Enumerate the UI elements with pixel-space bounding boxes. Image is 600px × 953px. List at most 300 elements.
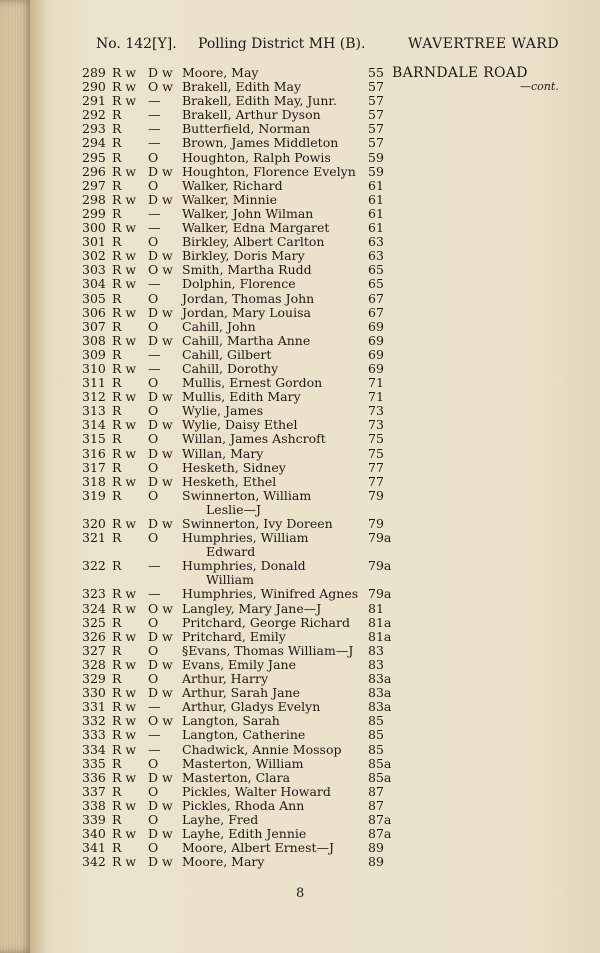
- qualification-resident: R w: [112, 262, 137, 278]
- elector-name: Hesketh, Sidney: [182, 459, 286, 475]
- elector-number: 317: [82, 459, 106, 475]
- qualification-other: D w: [148, 628, 173, 644]
- qualification-resident: R: [112, 318, 122, 334]
- qualification-other: O: [148, 642, 159, 658]
- qualification-resident: R: [112, 234, 122, 250]
- qualification-resident: R: [112, 431, 122, 447]
- qualification-other: O: [148, 431, 159, 447]
- elector-row: [30, 489, 590, 517]
- elector-number: 334: [82, 741, 106, 757]
- elector-name: Chadwick, Annie Mossop: [182, 741, 342, 757]
- house-number: 83: [368, 642, 384, 658]
- elector-name: Masterton, William: [182, 755, 304, 771]
- elector-number: 331: [82, 699, 106, 715]
- elector-row: [30, 714, 590, 728]
- qualification-other: O: [148, 290, 159, 306]
- house-number: 59: [368, 149, 384, 165]
- qualification-other: D w: [148, 304, 173, 320]
- qualification-resident: R: [112, 135, 122, 151]
- qualification-other: O: [148, 403, 159, 419]
- elector-name: Houghton, Florence Evelyn: [182, 163, 356, 179]
- elector-number: 328: [82, 656, 106, 672]
- house-number: 61: [368, 191, 384, 207]
- house-number: 79a: [368, 586, 392, 602]
- elector-name: Brakell, Arthur Dyson: [182, 107, 321, 123]
- elector-name: Langton, Sarah: [182, 713, 280, 729]
- elector-row: [30, 728, 590, 742]
- elector-name: Willan, Mary: [182, 445, 264, 461]
- elector-name-continued: Edward: [206, 544, 256, 560]
- elector-number: 324: [82, 600, 106, 616]
- house-number: 83a: [368, 671, 392, 687]
- qualification-resident: R: [112, 840, 122, 856]
- elector-row: [30, 277, 590, 291]
- elector-number: 329: [82, 671, 106, 687]
- elector-name-continued: Leslie—J: [206, 501, 262, 517]
- house-number: 81a: [368, 614, 392, 630]
- elector-name: Arthur, Sarah Jane: [182, 685, 301, 701]
- qualification-resident: R: [112, 107, 122, 123]
- house-number: 81a: [368, 628, 392, 644]
- elector-number: 342: [82, 854, 106, 870]
- qualification-other: —: [148, 135, 161, 151]
- elector-row: [30, 743, 590, 757]
- qualification-other: —: [148, 276, 161, 292]
- elector-row: [30, 193, 590, 207]
- qualification-other: —: [148, 220, 161, 236]
- house-number: 61: [368, 177, 384, 193]
- house-number: 57: [368, 93, 384, 109]
- qualification-other: D w: [148, 417, 173, 433]
- qualification-resident: R: [112, 403, 122, 419]
- qualification-resident: R w: [112, 586, 137, 602]
- qualification-resident: R: [112, 346, 122, 362]
- elector-row: [30, 418, 590, 432]
- elector-name: Moore, Mary: [182, 854, 265, 870]
- elector-name: Masterton, Clara: [182, 769, 291, 785]
- elector-name: Langton, Catherine: [182, 727, 306, 743]
- qualification-resident: R w: [112, 473, 137, 489]
- elector-row: [30, 475, 590, 489]
- elector-name: Layhe, Fred: [182, 811, 259, 827]
- qualification-resident: R w: [112, 389, 137, 405]
- qualification-resident: R: [112, 290, 122, 306]
- elector-number: 316: [82, 445, 106, 461]
- qualification-other: O: [148, 614, 159, 630]
- qualification-other: O: [148, 811, 159, 827]
- qualification-other: —: [148, 346, 161, 362]
- house-number: 83a: [368, 699, 392, 715]
- qualification-resident: R w: [112, 276, 137, 292]
- house-number: 79a: [368, 530, 392, 546]
- elector-name: Swinnerton, William: [182, 487, 312, 503]
- qualification-resident: R w: [112, 656, 137, 672]
- elector-number: 330: [82, 685, 106, 701]
- elector-name: Cahill, John: [182, 318, 256, 334]
- elector-number: 303: [82, 262, 106, 278]
- qualification-resident: R w: [112, 360, 137, 376]
- qualification-other: D w: [148, 248, 173, 264]
- qualification-resident: R: [112, 487, 122, 503]
- qualification-resident: R: [112, 671, 122, 687]
- house-number: 83: [368, 656, 384, 672]
- elector-name: Wylie, James: [182, 403, 264, 419]
- elector-row: [30, 292, 590, 306]
- elector-number: 298: [82, 191, 106, 207]
- elector-number: 301: [82, 234, 106, 250]
- elector-name: §Evans, Thomas William—J: [182, 642, 354, 658]
- elector-row: [30, 136, 590, 150]
- elector-row: [30, 404, 590, 418]
- elector-name: Cahill, Dorothy: [182, 360, 279, 376]
- elector-name: Pritchard, George Richard: [182, 614, 350, 630]
- elector-name: Hesketh, Ethel: [182, 473, 277, 489]
- register-number: No. 142[Y].: [96, 36, 177, 52]
- elector-row: [30, 602, 590, 616]
- elector-number: 322: [82, 558, 106, 574]
- qualification-other: D w: [148, 65, 173, 80]
- elector-number: 291: [82, 93, 106, 109]
- elector-row: [30, 108, 590, 122]
- elector-row: [30, 700, 590, 714]
- house-number: 77: [368, 473, 384, 489]
- elector-name: Pritchard, Emily: [182, 628, 286, 644]
- street-continued: —cont.: [520, 80, 559, 93]
- qualification-other: D w: [148, 854, 173, 870]
- elector-row: [30, 757, 590, 771]
- elector-number: 305: [82, 290, 106, 306]
- elector-row: [30, 799, 590, 813]
- elector-row: [30, 785, 590, 799]
- elector-number: 295: [82, 149, 106, 165]
- page-edges: [0, 0, 34, 953]
- qualification-other: —: [148, 205, 161, 221]
- elector-row: [30, 94, 590, 108]
- house-number: 55: [368, 65, 384, 80]
- qualification-resident: R w: [112, 854, 137, 870]
- house-number: 65: [368, 262, 384, 278]
- qualification-resident: R: [112, 121, 122, 137]
- elector-row: [30, 771, 590, 785]
- qualification-resident: R w: [112, 826, 137, 842]
- qualification-other: —: [148, 93, 161, 109]
- qualification-resident: R: [112, 149, 122, 165]
- qualification-other: D w: [148, 445, 173, 461]
- elector-name: Arthur, Gladys Evelyn: [182, 699, 321, 715]
- elector-row: [30, 813, 590, 827]
- elector-row: [30, 644, 590, 658]
- elector-row: [30, 263, 590, 277]
- elector-name: Humphries, Donald: [182, 558, 306, 574]
- elector-row: [30, 207, 590, 221]
- elector-number: 294: [82, 135, 106, 151]
- elector-name: Jordan, Mary Louisa: [182, 304, 311, 320]
- elector-row: [30, 334, 590, 348]
- elector-name: Pickles, Walter Howard: [182, 783, 331, 799]
- elector-number: 326: [82, 628, 106, 644]
- qualification-other: O: [148, 177, 159, 193]
- elector-row: [30, 179, 590, 193]
- house-number: 85: [368, 713, 384, 729]
- qualification-other: D w: [148, 191, 173, 207]
- elector-number: 293: [82, 121, 106, 137]
- house-number: 71: [368, 375, 384, 391]
- elector-name: Layhe, Edith Jennie: [182, 826, 307, 842]
- qualification-resident: R: [112, 375, 122, 391]
- house-number: 89: [368, 854, 384, 870]
- elector-row: [30, 221, 590, 235]
- qualification-other: O w: [148, 713, 173, 729]
- qualification-resident: R w: [112, 93, 137, 109]
- qualification-resident: R w: [112, 445, 137, 461]
- ward-name: WAVERTREE WARD: [408, 36, 560, 52]
- house-number: 63: [368, 248, 384, 264]
- qualification-resident: R w: [112, 248, 137, 264]
- elector-name: Brown, James Middleton: [182, 135, 339, 151]
- elector-name: Walker, Richard: [182, 177, 283, 193]
- house-number: 67: [368, 290, 384, 306]
- house-number: 59: [368, 163, 384, 179]
- elector-number: 338: [82, 797, 106, 813]
- elector-row: [30, 616, 590, 630]
- qualification-other: —: [148, 741, 161, 757]
- qualification-other: —: [148, 558, 161, 574]
- elector-name: Arthur, Harry: [182, 671, 269, 687]
- house-number: 79: [368, 487, 384, 503]
- elector-list: [30, 66, 590, 869]
- qualification-other: D w: [148, 826, 173, 842]
- house-number: 73: [368, 403, 384, 419]
- elector-name: Humphries, William: [182, 530, 309, 546]
- elector-row: [30, 461, 590, 475]
- elector-name: Dolphin, Florence: [182, 276, 296, 292]
- elector-name: Brakell, Edith May: [182, 79, 302, 95]
- house-number: 61: [368, 220, 384, 236]
- qualification-other: O: [148, 671, 159, 687]
- qualification-resident: R w: [112, 417, 137, 433]
- elector-name: Cahill, Martha Anne: [182, 332, 311, 348]
- elector-name: Moore, Albert Ernest—J: [182, 840, 335, 856]
- elector-name: Smith, Martha Rudd: [182, 262, 312, 278]
- elector-row: [30, 447, 590, 461]
- house-number: 85a: [368, 755, 392, 771]
- house-number: 87: [368, 783, 384, 799]
- qualification-resident: R: [112, 530, 122, 546]
- qualification-resident: R w: [112, 600, 137, 616]
- qualification-other: O w: [148, 262, 173, 278]
- qualification-resident: R: [112, 642, 122, 658]
- elector-name: Birkley, Albert Carlton: [182, 234, 325, 250]
- elector-name: Walker, Edna Margaret: [182, 220, 330, 236]
- house-number: 73: [368, 417, 384, 433]
- elector-row: [30, 390, 590, 404]
- qualification-other: —: [148, 586, 161, 602]
- house-number: 77: [368, 459, 384, 475]
- house-number: 67: [368, 304, 384, 320]
- house-number: 69: [368, 332, 384, 348]
- house-number: 57: [368, 79, 384, 95]
- house-number: 63: [368, 234, 384, 250]
- elector-name: Mullis, Edith Mary: [182, 389, 301, 405]
- elector-name-continued: William: [206, 572, 254, 588]
- elector-number: 339: [82, 811, 106, 827]
- elector-number: 308: [82, 332, 106, 348]
- qualification-resident: R w: [112, 699, 137, 715]
- qualification-resident: R w: [112, 65, 137, 80]
- elector-number: 296: [82, 163, 106, 179]
- house-number: 87a: [368, 811, 392, 827]
- elector-row: [30, 80, 590, 94]
- elector-row: [30, 559, 590, 587]
- qualification-other: O: [148, 755, 159, 771]
- elector-number: 335: [82, 755, 106, 771]
- house-number: 57: [368, 107, 384, 123]
- qualification-other: —: [148, 699, 161, 715]
- elector-number: 341: [82, 840, 106, 856]
- polling-district: Polling District MH (B).: [198, 36, 366, 52]
- elector-number: 332: [82, 713, 106, 729]
- elector-number: 333: [82, 727, 106, 743]
- elector-name: Evans, Emily Jane: [182, 656, 296, 672]
- qualification-resident: R: [112, 558, 122, 574]
- qualification-resident: R w: [112, 685, 137, 701]
- house-number: 75: [368, 431, 384, 447]
- qualification-resident: R w: [112, 713, 137, 729]
- qualification-resident: R: [112, 459, 122, 475]
- elector-name: Houghton, Ralph Powis: [182, 149, 331, 165]
- house-number: 61: [368, 205, 384, 221]
- elector-number: 337: [82, 783, 106, 799]
- elector-row: [30, 432, 590, 446]
- qualification-other: D w: [148, 685, 173, 701]
- elector-name: Pickles, Rhoda Ann: [182, 797, 305, 813]
- house-number: 65: [368, 276, 384, 292]
- elector-row: [30, 658, 590, 672]
- elector-name: Birkley, Doris Mary: [182, 248, 305, 264]
- elector-row: [30, 122, 590, 136]
- elector-number: 297: [82, 177, 106, 193]
- qualification-other: D w: [148, 163, 173, 179]
- page-header: [30, 36, 600, 56]
- qualification-other: —: [148, 121, 161, 137]
- qualification-resident: R w: [112, 79, 137, 95]
- elector-name: Wylie, Daisy Ethel: [182, 417, 298, 433]
- elector-number: 307: [82, 318, 106, 334]
- elector-number: 340: [82, 826, 106, 842]
- elector-number: 302: [82, 248, 106, 264]
- elector-name: Willan, James Ashcroft: [182, 431, 326, 447]
- qualification-other: D w: [148, 769, 173, 785]
- house-number: 79: [368, 516, 384, 531]
- elector-name: Langley, Mary Jane—J: [182, 600, 322, 616]
- house-number: 89: [368, 840, 384, 856]
- elector-row: [30, 686, 590, 700]
- elector-row: [30, 587, 590, 601]
- house-number: 69: [368, 360, 384, 376]
- qualification-other: O w: [148, 600, 173, 616]
- house-number: 85: [368, 741, 384, 757]
- qualification-other: —: [148, 360, 161, 376]
- elector-name: Moore, May: [182, 65, 259, 80]
- elector-number: 292: [82, 107, 106, 123]
- elector-row: [30, 362, 590, 376]
- elector-row: [30, 855, 590, 869]
- qualification-resident: R: [112, 755, 122, 771]
- elector-name: Jordan, Thomas John: [182, 290, 315, 306]
- elector-number: 300: [82, 220, 106, 236]
- elector-row: [30, 348, 590, 362]
- qualification-other: D w: [148, 332, 173, 348]
- qualification-resident: R w: [112, 332, 137, 348]
- register-page: [30, 0, 600, 953]
- elector-name: Humphries, Winifred Agnes: [182, 586, 359, 602]
- house-number: 83a: [368, 685, 392, 701]
- qualification-other: O: [148, 783, 159, 799]
- elector-name: Walker, Minnie: [182, 191, 278, 207]
- qualification-resident: R w: [112, 741, 137, 757]
- elector-number: 306: [82, 304, 106, 320]
- elector-row: [30, 517, 590, 531]
- elector-name: Mullis, Ernest Gordon: [182, 375, 323, 391]
- qualification-other: D w: [148, 473, 173, 489]
- elector-name: Swinnerton, Ivy Doreen: [182, 516, 333, 531]
- qualification-other: O: [148, 487, 159, 503]
- elector-row: [30, 672, 590, 686]
- qualification-other: D w: [148, 389, 173, 405]
- elector-number: 321: [82, 530, 106, 546]
- qualification-resident: R w: [112, 163, 137, 179]
- elector-number: 309: [82, 346, 106, 362]
- elector-number: 304: [82, 276, 106, 292]
- elector-name: Cahill, Gilbert: [182, 346, 272, 362]
- qualification-other: D w: [148, 797, 173, 813]
- qualification-resident: R w: [112, 220, 137, 236]
- qualification-resident: R: [112, 783, 122, 799]
- elector-row: [30, 630, 590, 644]
- elector-row: [30, 235, 590, 249]
- qualification-other: O: [148, 375, 159, 391]
- house-number: 69: [368, 346, 384, 362]
- qualification-other: O: [148, 149, 159, 165]
- house-number: 57: [368, 135, 384, 151]
- elector-number: 323: [82, 586, 106, 602]
- house-number: 81: [368, 600, 384, 616]
- house-number: 69: [368, 318, 384, 334]
- qualification-other: —: [148, 727, 161, 743]
- elector-number: 320: [82, 516, 106, 531]
- qualification-resident: R: [112, 177, 122, 193]
- qualification-other: O w: [148, 79, 173, 95]
- elector-name: Walker, John Wilman: [182, 205, 314, 221]
- house-number: 87a: [368, 826, 392, 842]
- qualification-resident: R w: [112, 516, 137, 531]
- elector-number: 318: [82, 473, 106, 489]
- elector-name: Brakell, Edith May, Junr.: [182, 93, 337, 109]
- elector-row: [30, 531, 590, 559]
- qualification-other: —: [148, 107, 161, 123]
- page-number: 8: [296, 886, 305, 901]
- qualification-other: D w: [148, 516, 173, 531]
- elector-number: 315: [82, 431, 106, 447]
- qualification-resident: R: [112, 811, 122, 827]
- qualification-resident: R: [112, 205, 122, 221]
- house-number: 71: [368, 389, 384, 405]
- elector-number: 289: [82, 65, 106, 80]
- elector-row: [30, 827, 590, 841]
- elector-number: 314: [82, 417, 106, 433]
- elector-name: Butterfield, Norman: [182, 121, 311, 137]
- house-number: 87: [368, 797, 384, 813]
